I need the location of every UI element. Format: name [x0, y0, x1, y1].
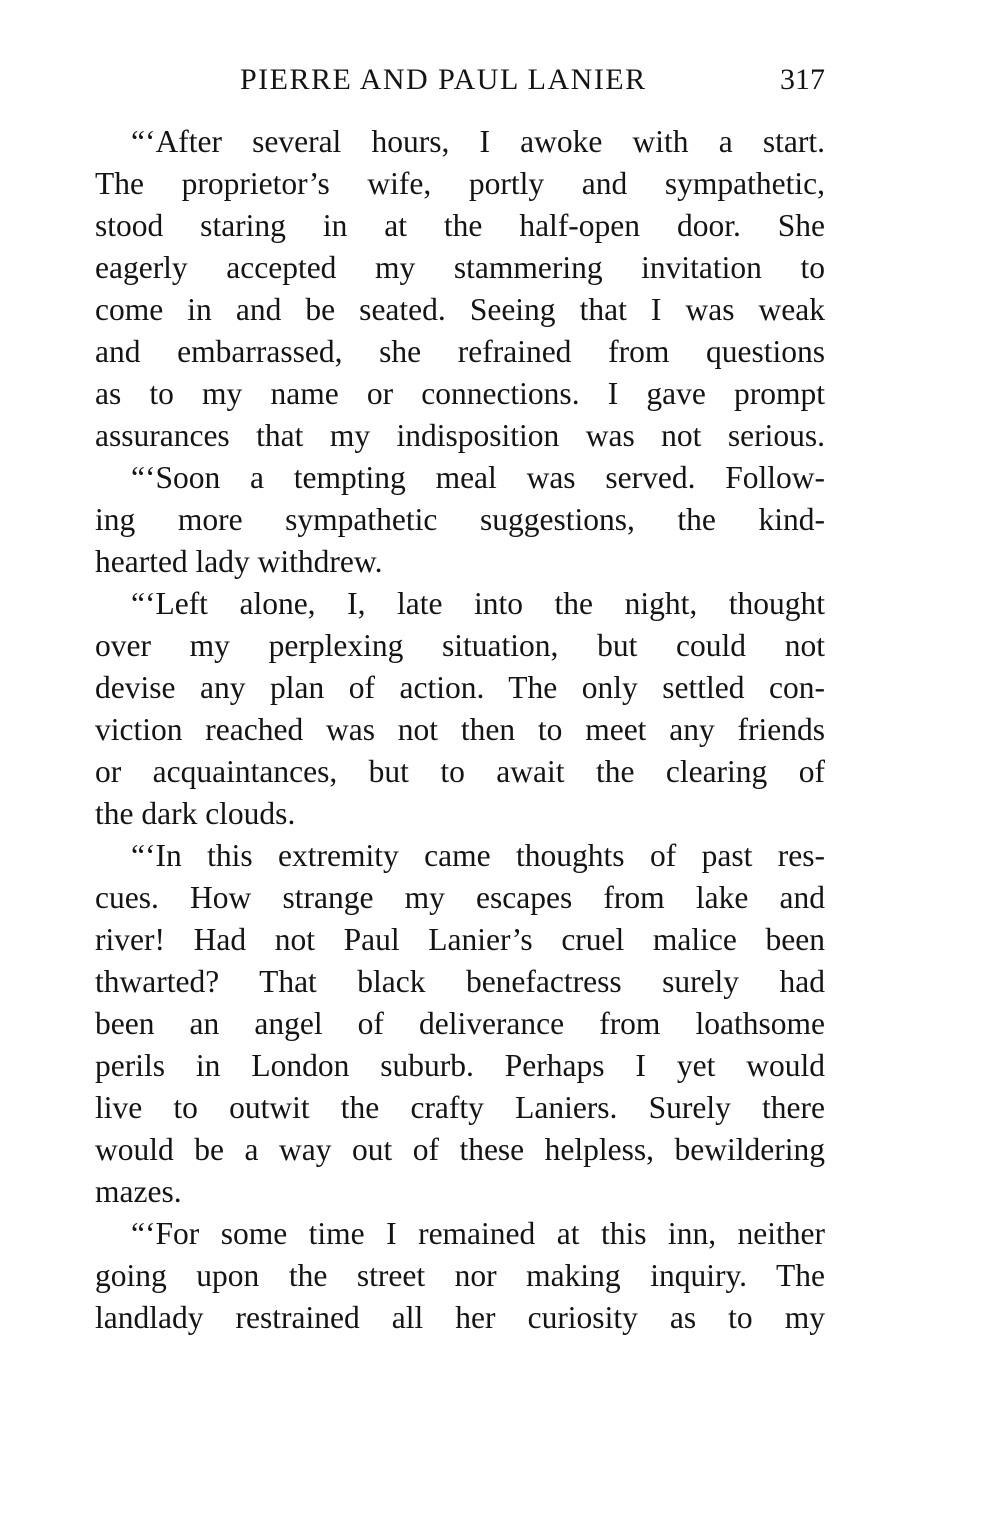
text-line: been an angel of deliverance from loathsome: [95, 1006, 825, 1041]
text-line: the dark clouds.: [95, 796, 296, 831]
text-line: come in and be seated. Seeing that I was weak: [95, 292, 825, 327]
paragraph-4: [95, 835, 825, 1213]
text-line: river! Had not Paul Lanier’s cruel malice been: [95, 922, 825, 957]
paragraph-1: [95, 121, 825, 457]
text-line: and embarrassed, she refrained from questions: [95, 334, 825, 369]
text-line: eagerly accepted my stammering invitation to: [95, 250, 825, 285]
text-line: ing more sympathetic suggestions, the kind-: [95, 502, 825, 537]
text-line: or acquaintances, but to await the clearing of: [95, 754, 825, 789]
text-line: “‘Left alone, I, late into the night, thought: [131, 586, 825, 621]
paragraph-2: [95, 457, 825, 583]
paragraph-5: [95, 1213, 825, 1339]
text-line: hearted lady withdrew.: [95, 544, 383, 579]
body-text: [95, 121, 825, 1339]
text-line: going upon the street nor making inquiry. The: [95, 1258, 825, 1293]
text-line: cues. How strange my escapes from lake and: [95, 880, 825, 915]
page-number: 317: [780, 63, 825, 96]
text-line: landlady restrained all her curiosity as to my: [95, 1300, 825, 1335]
running-title: PIERRE AND PAUL LANIER: [240, 63, 647, 96]
text-line: “‘After several hours, I awoke with a start.: [131, 124, 825, 159]
running-head: [95, 60, 825, 100]
text-line: devise any plan of action. The only settled con-: [95, 670, 825, 705]
text-line: over my perplexing situation, but could not: [95, 628, 825, 663]
text-line: The proprietor’s wife, portly and sympathetic,: [95, 166, 825, 201]
paragraph-3: [95, 583, 825, 835]
text-line: stood staring in at the half-open door. She: [95, 208, 825, 243]
text-line: “‘In this extremity came thoughts of past res-: [131, 838, 825, 873]
text-line: as to my name or connections. I gave prompt: [95, 376, 825, 411]
text-line: perils in London suburb. Perhaps I yet would: [95, 1048, 825, 1083]
text-line: live to outwit the crafty Laniers. Surely there: [95, 1090, 825, 1125]
text-line: viction reached was not then to meet any friends: [95, 712, 825, 747]
text-line: thwarted? That black benefactress surely had: [95, 964, 825, 999]
text-line: “‘Soon a tempting meal was served. Follow-: [131, 460, 825, 495]
text-line: mazes.: [95, 1174, 182, 1209]
text-line: assurances that my indisposition was not serious.: [95, 418, 825, 453]
text-line: “‘For some time I remained at this inn, neither: [131, 1216, 825, 1251]
text-line: would be a way out of these helpless, bewildering: [95, 1132, 825, 1167]
